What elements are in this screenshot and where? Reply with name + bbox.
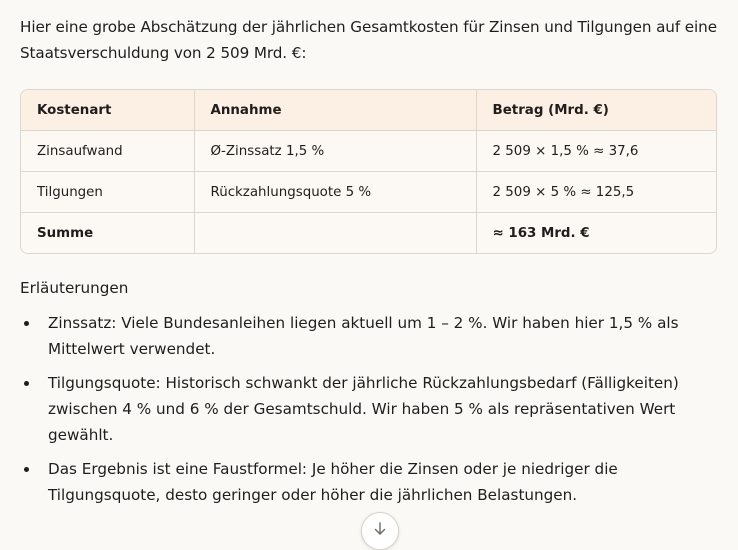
table-row <box>21 172 716 213</box>
explanations-list <box>20 310 717 508</box>
bullet-icon <box>24 381 29 386</box>
bullet-icon <box>24 467 29 472</box>
table-cell: 2 509 × 1,5 % ≈ 37,6 <box>476 131 716 172</box>
table-cell: ≈ 163 Mrd. € <box>476 213 716 254</box>
table-cell: Zinsaufwand <box>21 131 194 172</box>
header-kostenart: Kostenart <box>21 90 194 131</box>
arrow-down-icon <box>373 522 387 536</box>
table-cell: Summe <box>21 213 194 254</box>
assistant-message <box>20 0 717 516</box>
list-item-text: Tilgungsquote: Historisch schwankt der jährliche Rückzahlungsbedarf (Fälligkeiten) zwischen 4 % und 6 % der Gesamtschuld. Wir haben 5 % als repräsentativen Wert gewählt. <box>48 374 679 444</box>
table-cell: Tilgungen <box>21 172 194 213</box>
table-cell: Rückzahlungsquote 5 % <box>194 172 476 213</box>
cost-table <box>21 90 716 253</box>
list-item-text: Das Ergebnis ist eine Faustformel: Je höher die Zinsen oder je niedriger die Tilgungsquote, desto geringer oder höher die jährlichen Belastungen. <box>48 460 618 504</box>
table-header-row <box>21 90 716 131</box>
cost-table-container <box>20 89 717 254</box>
list-item <box>20 456 717 508</box>
table-cell: 2 509 × 5 % ≈ 125,5 <box>476 172 716 213</box>
bullet-icon <box>24 321 29 326</box>
intro-text: Hier eine grobe Abschätzung der jährlichen Gesamtkosten für Zinsen und Tilgungen auf eine Staatsverschuldung von 2 509 Mrd. €: <box>20 18 717 62</box>
list-item-text: Zinssatz: Viele Bundesanleihen liegen aktuell um 1 – 2 %. Wir haben hier 1,5 % als Mittelwert verwendet. <box>48 314 679 358</box>
list-item <box>20 370 717 448</box>
table-row <box>21 131 716 172</box>
table-cell <box>194 213 476 254</box>
table-cell: Ø-Zinssatz 1,5 % <box>194 131 476 172</box>
header-annahme: Annahme <box>194 90 476 131</box>
scroll-to-bottom-button[interactable] <box>361 512 399 550</box>
table-row-total <box>21 213 716 254</box>
list-item <box>20 310 717 362</box>
explanations-heading: Erläuterungen <box>20 279 129 297</box>
header-betrag: Betrag (Mrd. €) <box>476 90 716 131</box>
